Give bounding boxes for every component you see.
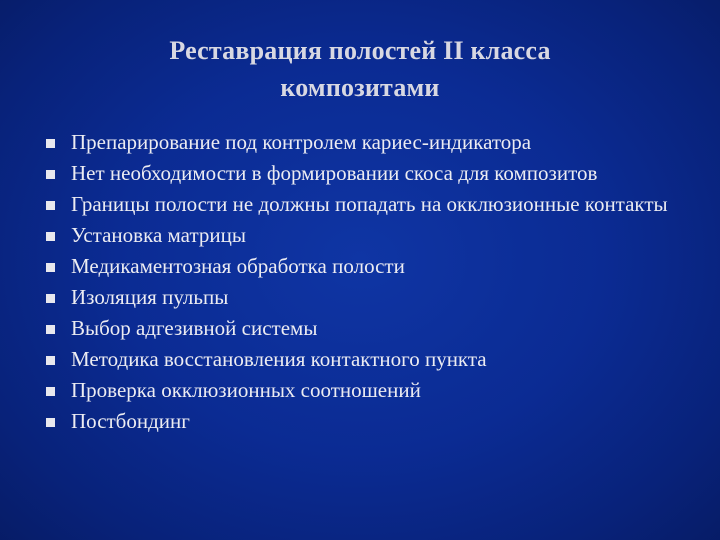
square-bullet-icon <box>46 294 55 303</box>
slide-title-line-1: Реставрация полостей II класса <box>169 36 551 65</box>
list-item <box>44 376 694 406</box>
list-item-text: Границы полости не должны попадать на окклюзионные контакты <box>71 192 668 216</box>
square-bullet-icon <box>46 201 55 210</box>
list-item-text: Изоляция пульпы <box>71 285 229 309</box>
square-bullet-icon <box>46 418 55 427</box>
square-bullet-icon <box>46 232 55 241</box>
square-bullet-icon <box>46 325 55 334</box>
list-item-text: Нет необходимости в формировании скоса для композитов <box>71 161 598 185</box>
list-item <box>44 221 694 251</box>
list-item <box>44 159 694 189</box>
list-item <box>44 314 694 344</box>
list-item <box>44 345 694 375</box>
list-item <box>44 190 694 220</box>
list-item <box>44 283 694 313</box>
list-item-text: Выбор адгезивной системы <box>71 316 318 340</box>
list-item-text: Медикаментозная обработка полости <box>71 254 405 278</box>
square-bullet-icon <box>46 170 55 179</box>
square-bullet-icon <box>46 139 55 148</box>
list-item <box>44 407 694 437</box>
bullet-list <box>44 128 694 438</box>
slide-title-line-2: композитами <box>280 73 440 102</box>
square-bullet-icon <box>46 387 55 396</box>
square-bullet-icon <box>46 356 55 365</box>
square-bullet-icon <box>46 263 55 272</box>
list-item-text: Препарирование под контролем кариес-индикатора <box>71 130 532 154</box>
list-item-text: Установка матрицы <box>71 223 246 247</box>
list-item-text: Постбондинг <box>71 409 190 433</box>
list-item-text: Методика восстановления контактного пункта <box>71 347 487 371</box>
list-item-text: Проверка окклюзионных соотношений <box>71 378 421 402</box>
list-item <box>44 252 694 282</box>
slide-title <box>100 32 620 106</box>
list-item <box>44 128 694 158</box>
